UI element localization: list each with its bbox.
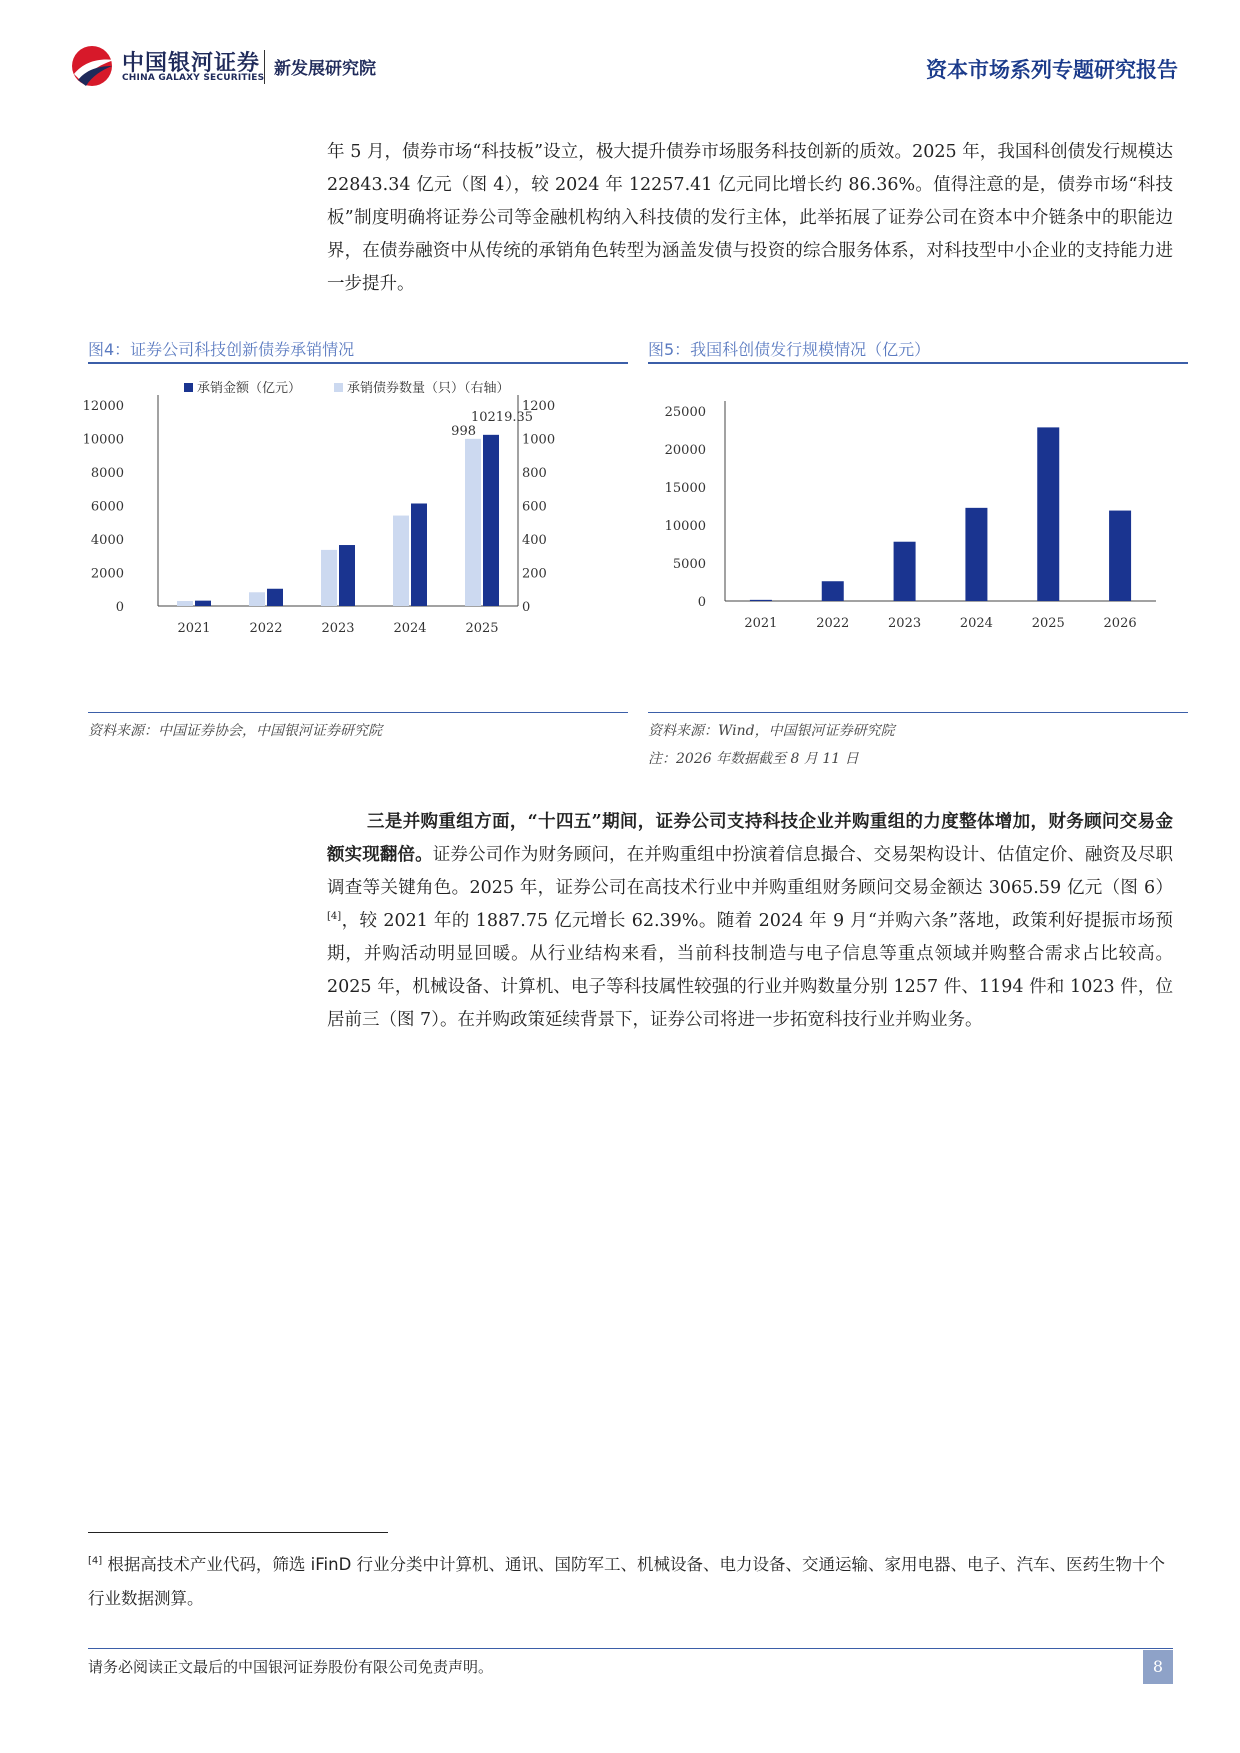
- y-tick-label: 0: [697, 595, 706, 610]
- y-tick-right: 400: [522, 533, 547, 548]
- y-tick-right: 1200: [522, 399, 556, 414]
- x-tick-label: 2022: [249, 621, 283, 636]
- body-paragraph-2: [327, 806, 1173, 1037]
- fig5-source: 资料来源：Wind，中国银河证券研究院: [648, 723, 895, 739]
- fig4-top-rule: [88, 362, 628, 364]
- y-tick-left: 4000: [90, 533, 124, 548]
- fig4-source: 资料来源：中国证券协会，中国银河证券研究院: [88, 723, 382, 739]
- data-label-amount: 10219.35: [470, 409, 534, 425]
- x-tick-label: 2025: [465, 621, 499, 636]
- bar-amount: [411, 503, 427, 606]
- x-tick-label: 2025: [1031, 616, 1065, 631]
- legend-swatch-amount: [184, 383, 193, 392]
- y-tick-left: 2000: [90, 566, 124, 582]
- y-tick-label: 15000: [664, 481, 706, 496]
- bar-amount: [267, 589, 283, 606]
- footnote-rule: [88, 1532, 388, 1533]
- footnote-ref-4[interactable]: [4]: [327, 911, 342, 923]
- footer-disclaimer: 请务必阅读正文最后的中国银河证券股份有限公司免责声明。: [88, 1658, 494, 1676]
- y-tick-left: 8000: [90, 466, 124, 481]
- fig4-title: 图4：证券公司科技创新债券承销情况: [88, 340, 355, 359]
- bar-amount: [339, 545, 355, 606]
- logo-text-cn: 中国银河证券: [122, 51, 261, 76]
- bar-count: [177, 601, 193, 606]
- x-tick-label: 2024: [959, 616, 993, 631]
- legend-label-amount: 承销金额（亿元）: [197, 381, 302, 396]
- bar-issuance: [1109, 511, 1131, 601]
- y-tick-label: 20000: [664, 443, 706, 458]
- y-tick-right: 600: [522, 499, 547, 515]
- x-tick-label: 2021: [744, 616, 778, 631]
- y-tick-right: 0: [522, 600, 531, 615]
- footnote-4: [88, 1548, 1178, 1616]
- x-tick-label: 2024: [393, 621, 427, 636]
- legend-label-count: 承销债券数量（只）（右轴）: [347, 381, 510, 396]
- bar-count: [321, 550, 337, 606]
- fig4-chart: [82, 375, 628, 710]
- bar-issuance: [1037, 427, 1059, 601]
- y-tick-right: 1000: [522, 432, 556, 448]
- institute-name: 新发展研究院: [274, 59, 376, 79]
- data-label-count: 998: [451, 423, 476, 439]
- bar-issuance: [894, 542, 916, 601]
- y-tick-right: 800: [522, 466, 547, 481]
- legend-swatch-count: [334, 383, 343, 392]
- x-tick-label: 2022: [816, 616, 850, 631]
- galaxy-logo-icon: [68, 44, 116, 88]
- footnote-text: 根据高技术产业代码，筛选 iFinD 行业分类中计算机、通讯、国防军工、机械设备、电力设备、交通运输、家用电器、电子、汽车、医药生物十个行业数据测算。: [88, 1555, 1166, 1608]
- bar-amount: [483, 435, 499, 606]
- x-tick-label: 2023: [888, 616, 922, 631]
- x-tick-label: 2021: [177, 621, 211, 636]
- fig5-bottom-rule: [648, 712, 1188, 713]
- page-header: [68, 44, 1178, 90]
- bar-issuance: [750, 600, 772, 601]
- body-paragraph-1: 年 5 月，债券市场“科技板”设立，极大提升债券市场服务科技创新的质效。2025 年，我国科创债发行规模达 22843.34 亿元（图 4），较 2024 年 12257.41 亿元同比增长约 86.36%。值得注意的是，债券市场“科技板”制度明确将证券公司等金融机构纳入科技债的发行主体，此举拓展了证券公司在资本中介链条中的职能边界，在债券融资中从传统的承销角色转型为涵盖发债与投资的综合服务体系，对科技型中小企业的支持能力进一步提升。: [327, 142, 1173, 294]
- bar-count: [393, 516, 409, 606]
- footer-rule: [88, 1648, 1173, 1649]
- page-number: 8: [1143, 1650, 1173, 1684]
- fig5-top-rule: [648, 362, 1188, 364]
- y-tick-left: 10000: [82, 432, 124, 448]
- x-tick-label: 2026: [1103, 616, 1137, 631]
- y-tick-label: 25000: [664, 405, 706, 420]
- para2-text-a: 证券公司作为财务顾问，在并购重组中扮演着信息撮合、交易架构设计、估值定价、融资及尽职调查等关键角色。2025 年，证券公司在高技术行业中并购重组财务顾问交易金额达 3065.59 亿元（图 6）: [327, 845, 1173, 898]
- bar-issuance: [822, 581, 844, 601]
- fig4-bottom-rule: [88, 712, 628, 713]
- logo-text-en: CHINA GALAXY SECURITIES: [122, 73, 265, 83]
- header-separator: [264, 50, 265, 84]
- report-type-title: 资本市场系列专题研究报告: [926, 57, 1178, 82]
- y-tick-left: 12000: [82, 399, 124, 414]
- bar-count: [465, 439, 481, 606]
- fig5-chart: [648, 375, 1188, 710]
- para2-text-b: ，较 2021 年的 1887.75 亿元增长 62.39%。随着 2024 年 9 月“并购六条”落地，政策利好提振市场预期，并购活动明显回暖。从行业结构来看，当前科技制造与电子信息等重点领域并购整合需求占比较高。2025 年，机械设备、计算机、电子等科技属性较强的行业并购数量分别 1257 件、1194 件和 1023 件，位居前三（图 7）。在并购政策延续背景下，证券公司将进一步拓宽科技行业并购业务。: [327, 911, 1173, 1030]
- y-tick-label: 5000: [672, 557, 706, 572]
- bar-issuance: [965, 508, 987, 601]
- bar-amount: [195, 601, 211, 606]
- y-tick-label: 10000: [664, 519, 706, 534]
- footnote-marker: [4]: [88, 1555, 103, 1567]
- y-tick-right: 200: [522, 566, 547, 582]
- bar-count: [249, 592, 265, 606]
- x-tick-label: 2023: [321, 621, 355, 636]
- fig5-note: 注：2026 年数据截至 8 月 11 日: [648, 751, 859, 767]
- fig5-title: 图5：我国科创债发行规模情况（亿元）: [648, 340, 931, 359]
- y-tick-left: 6000: [90, 499, 124, 515]
- y-tick-left: 0: [115, 600, 124, 615]
- para2-lead-bold: 三是并购重组方面，“十四五”期间，证券公司支持科技企业并购重组的力度整体增加，财务顾问交易金额实现翻倍。: [327, 812, 1173, 865]
